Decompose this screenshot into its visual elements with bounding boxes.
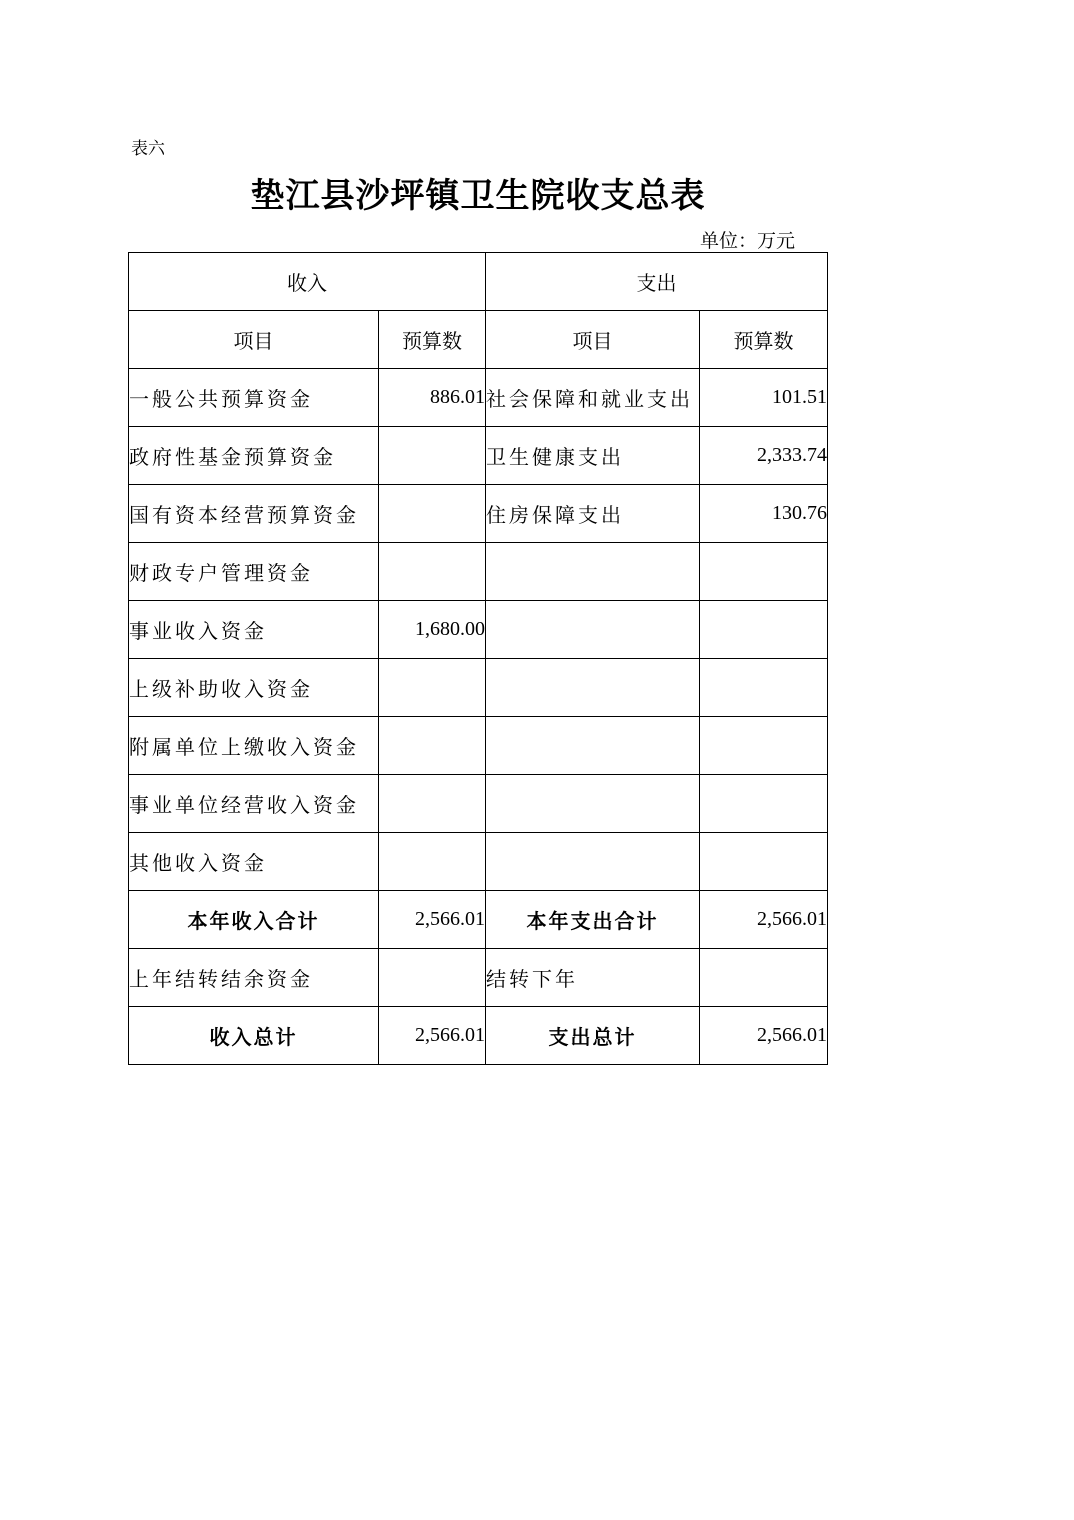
expense-value (700, 601, 828, 659)
income-expense-table (128, 252, 828, 1065)
income-budget-header: 预算数 (379, 311, 486, 369)
year-total-row (129, 891, 828, 949)
income-value (379, 717, 486, 775)
table-row (129, 427, 828, 485)
income-item: 上级补助收入资金 (129, 659, 379, 717)
expense-item (486, 717, 700, 775)
income-value (379, 485, 486, 543)
income-item: 一般公共预算资金 (129, 369, 379, 427)
expense-value (700, 833, 828, 891)
income-value (379, 427, 486, 485)
income-value (379, 775, 486, 833)
expense-value (700, 775, 828, 833)
expense-item (486, 775, 700, 833)
expense-value (700, 543, 828, 601)
income-item: 财政专户管理资金 (129, 543, 379, 601)
income-value: 1,680.00 (379, 601, 486, 659)
year-expense-total-label: 本年支出合计 (486, 891, 700, 949)
table-row (129, 775, 828, 833)
income-value: 886.01 (379, 369, 486, 427)
year-income-total-label: 本年收入合计 (129, 891, 379, 949)
expense-item (486, 601, 700, 659)
grand-expense-total-label: 支出总计 (486, 1007, 700, 1065)
carry-over-income-label: 上年结转结余资金 (129, 949, 379, 1007)
table-number-label: 表六 (131, 139, 165, 159)
carry-over-row (129, 949, 828, 1007)
table-row (129, 369, 828, 427)
unit-label: 单位：万元 (700, 230, 796, 252)
grand-expense-total-value: 2,566.01 (700, 1007, 828, 1065)
expense-item (486, 833, 700, 891)
expense-value: 130.76 (700, 485, 828, 543)
year-income-total-value: 2,566.01 (379, 891, 486, 949)
expense-value (700, 659, 828, 717)
income-item: 事业收入资金 (129, 601, 379, 659)
income-item: 附属单位上缴收入资金 (129, 717, 379, 775)
table-row (129, 833, 828, 891)
grand-income-total-label: 收入总计 (129, 1007, 379, 1065)
expense-value (700, 717, 828, 775)
table-row (129, 543, 828, 601)
table-row (129, 659, 828, 717)
document-title: 垫江县沙坪镇卫生院收支总表 (250, 176, 706, 216)
carry-over-expense-label: 结转下年 (486, 949, 700, 1007)
income-item-header: 项目 (129, 311, 379, 369)
expense-section-header: 支出 (486, 253, 828, 311)
expense-item: 卫生健康支出 (486, 427, 700, 485)
expense-budget-header: 预算数 (700, 311, 828, 369)
expense-value: 2,333.74 (700, 427, 828, 485)
income-item: 国有资本经营预算资金 (129, 485, 379, 543)
income-value (379, 543, 486, 601)
expense-item (486, 659, 700, 717)
grand-total-row (129, 1007, 828, 1065)
carry-over-income-value (379, 949, 486, 1007)
income-section-header: 收入 (129, 253, 486, 311)
table-row (129, 485, 828, 543)
expense-item-header: 项目 (486, 311, 700, 369)
grand-income-total-value: 2,566.01 (379, 1007, 486, 1065)
table-row (129, 601, 828, 659)
income-value (379, 659, 486, 717)
carry-over-expense-value (700, 949, 828, 1007)
header-row-columns (129, 311, 828, 369)
expense-item (486, 543, 700, 601)
income-item: 政府性基金预算资金 (129, 427, 379, 485)
income-item: 其他收入资金 (129, 833, 379, 891)
expense-value: 101.51 (700, 369, 828, 427)
expense-item: 住房保障支出 (486, 485, 700, 543)
year-expense-total-value: 2,566.01 (700, 891, 828, 949)
table-row (129, 717, 828, 775)
expense-item: 社会保障和就业支出 (486, 369, 700, 427)
income-value (379, 833, 486, 891)
header-row-sections (129, 253, 828, 311)
income-item: 事业单位经营收入资金 (129, 775, 379, 833)
